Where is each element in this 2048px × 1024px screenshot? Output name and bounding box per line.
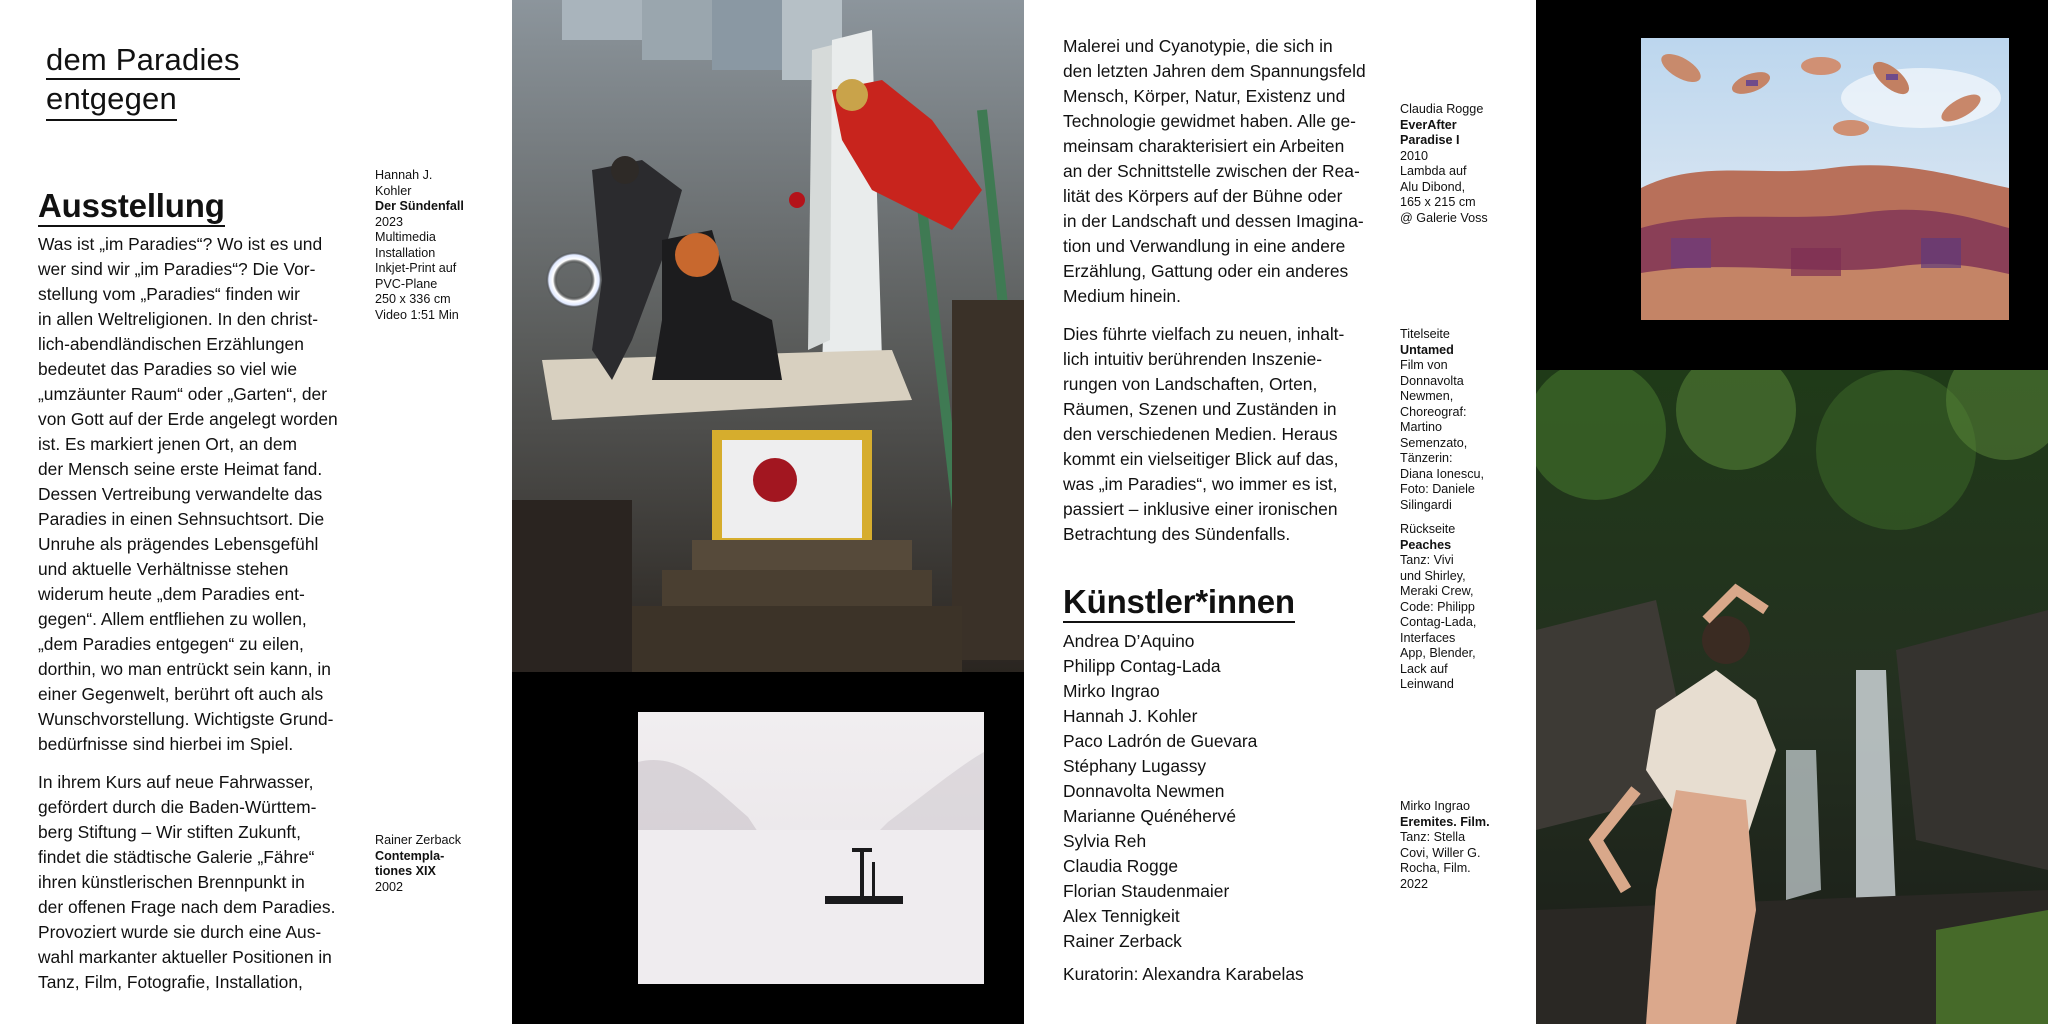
ausstellung-p1-line: Dessen Vertreibung verwandelte das bbox=[38, 484, 323, 504]
ausstellung-text bbox=[38, 232, 368, 1008]
caption-line: App, Blender, bbox=[1400, 646, 1476, 660]
caption-line: Mirko Ingrao bbox=[1400, 799, 1470, 813]
continuation-p1-line: lität des Körpers auf der Bühne oder bbox=[1063, 186, 1343, 206]
continuation-p2-line: passiert – inklusive einer ironischen bbox=[1063, 499, 1338, 519]
caption-line: Tanz: Stella bbox=[1400, 830, 1466, 844]
artist-name: Alex Tennigkeit bbox=[1063, 906, 1180, 926]
continuation-p2-line: rungen von Landschaften, Orten, bbox=[1063, 374, 1318, 394]
ausstellung-p1-line: bedürfnisse sind hierbei im Spiel. bbox=[38, 734, 294, 754]
caption-rogge bbox=[1400, 102, 1488, 226]
artist-name: Stéphany Lugassy bbox=[1063, 756, 1207, 776]
ausstellung-p1-line: Unruhe als prägendes Lebensgefühl bbox=[38, 534, 319, 554]
artist-name: Sylvia Reh bbox=[1063, 831, 1147, 851]
caption-line: Diana Ionescu, bbox=[1400, 466, 1485, 481]
ausstellung-p1-line: Paradies in einen Sehnsuchtsort. Die bbox=[38, 509, 325, 529]
caption-line: Lambda auf bbox=[1400, 164, 1467, 178]
caption-line: Rainer Zerback bbox=[375, 833, 462, 847]
artist-name: Philipp Contag-Lada bbox=[1063, 656, 1221, 676]
ausstellung-p1-line: stellung vom „Paradies“ finden wir bbox=[38, 284, 300, 304]
ausstellung-p1-line: der Mensch seine erste Heimat fand. bbox=[38, 459, 323, 479]
photo-contemplationes-lake bbox=[638, 712, 984, 984]
continuation-p1-line: meinsam charakterisiert ein Arbeiten bbox=[1063, 136, 1345, 156]
continuation-p1-line: Erzählung, Gattung oder ein anderes bbox=[1063, 261, 1349, 281]
title-line-1: dem Paradies bbox=[46, 42, 240, 80]
caption-line: Multimedia bbox=[375, 230, 436, 244]
caption-line: 2010 bbox=[1400, 148, 1429, 163]
caption-title-line: Paradise I bbox=[1400, 133, 1460, 147]
caption-line: Film von bbox=[1400, 358, 1448, 372]
caption-line: Hannah J. bbox=[375, 168, 433, 182]
artist-name: Marianne Quénéhervé bbox=[1063, 806, 1237, 826]
ausstellung-p1-line: ist. Es markiert jenen Ort, an dem bbox=[38, 434, 298, 454]
caption-rueckseite bbox=[1400, 522, 1476, 693]
continuation-p2-line: den verschiedenen Medien. Heraus bbox=[1063, 424, 1338, 444]
caption-line: Donnavolta bbox=[1400, 373, 1464, 388]
caption-line: @ Galerie Voss bbox=[1400, 210, 1488, 225]
continuation-p2-line: was „im Paradies“, wo immer es ist, bbox=[1063, 474, 1338, 494]
ausstellung-p1-line: in allen Weltreligionen. In den christ- bbox=[38, 309, 319, 329]
continuation-p2-line: Räumen, Szenen und Zuständen in bbox=[1063, 399, 1337, 419]
caption-line: 165 x 215 cm bbox=[1400, 195, 1476, 209]
ausstellung-p1-line: Was ist „im Paradies“? Wo ist es und bbox=[38, 234, 323, 254]
caption-ingrao bbox=[1400, 799, 1490, 892]
caption-titelseite bbox=[1400, 327, 1484, 513]
caption-kohler bbox=[375, 168, 464, 323]
caption-title-line: Der Sündenfall bbox=[375, 199, 464, 213]
caption-title-line: EverAfter bbox=[1400, 117, 1457, 132]
page-3 bbox=[1024, 0, 1536, 1024]
continuation-p2-line: Betrachtung des Sündenfalls. bbox=[1063, 524, 1291, 544]
title-line-2: entgegen bbox=[46, 79, 177, 121]
artist-list bbox=[1063, 629, 1257, 954]
continuation-p2-line: kommt ein vielseitiger Blick auf das, bbox=[1063, 449, 1339, 469]
artist-name: Mirko Ingrao bbox=[1063, 681, 1160, 701]
heading-kuenstler: Künstler*innen bbox=[1063, 584, 1295, 623]
caption-line: Newmen, bbox=[1400, 389, 1454, 403]
caption-line: 2023 bbox=[375, 214, 404, 229]
caption-line: Foto: Daniele bbox=[1400, 482, 1475, 496]
caption-line: Video 1:51 Min bbox=[375, 307, 459, 322]
ausstellung-p2-line: Provoziert wurde sie durch eine Aus- bbox=[38, 922, 322, 942]
artist-name: Claudia Rogge bbox=[1063, 856, 1179, 876]
artist-name: Donnavolta Newmen bbox=[1063, 781, 1225, 801]
artist-name: Andrea D’Aquino bbox=[1063, 631, 1195, 651]
ausstellung-p2-line: findet die städtische Galerie „Fähre“ bbox=[38, 847, 315, 867]
artist-name: Florian Staudenmaier bbox=[1063, 881, 1230, 901]
caption-line: 250 x 336 cm bbox=[375, 292, 451, 306]
caption-line: Claudia Rogge bbox=[1400, 102, 1484, 116]
heading-ausstellung: Ausstellung bbox=[38, 188, 225, 227]
continuation-p1-line: Malerei und Cyanotypie, die sich in bbox=[1063, 36, 1333, 56]
caption-line: Leinwand bbox=[1400, 677, 1454, 691]
caption-line: Silingardi bbox=[1400, 497, 1452, 512]
brochure-title bbox=[46, 40, 240, 121]
caption-title-line: Peaches bbox=[1400, 537, 1452, 552]
caption-line: Tänzerin: bbox=[1400, 451, 1453, 465]
ausstellung-p2-line: gefördert durch die Baden-Württem- bbox=[38, 797, 317, 817]
ausstellung-p1-line: wer sind wir „im Paradies“? Die Vor- bbox=[38, 259, 316, 279]
caption-line: 2002 bbox=[375, 879, 404, 894]
curator: Kuratorin: Alexandra Karabelas bbox=[1063, 964, 1304, 984]
ausstellung-p2-line: ihren künstlerischen Brennpunkt in bbox=[38, 872, 305, 892]
ausstellung-p1-line: widerum heute „dem Paradies ent- bbox=[38, 584, 305, 604]
artist-name: Hannah J. Kohler bbox=[1063, 706, 1198, 726]
continuation-p1-line: Medium hinein. bbox=[1063, 286, 1181, 306]
ausstellung-p1-line: lich-abendländischen Erzählungen bbox=[38, 334, 304, 354]
continuation-p2-line: lich intuitiv berührenden Inszenie- bbox=[1063, 349, 1323, 369]
caption-zerback bbox=[375, 833, 461, 895]
caption-line: Covi, Willer G. bbox=[1400, 845, 1481, 860]
ausstellung-p1-line: einer Gegenwelt, berührt oft auch als bbox=[38, 684, 324, 704]
continuation-p1-line: Technologie gewidmet haben. Alle ge- bbox=[1063, 111, 1356, 131]
continuation-p1-line: in der Landschaft und dessen Imagina- bbox=[1063, 211, 1364, 231]
ausstellung-p1-line: von Gott auf der Erde angelegt worden bbox=[38, 409, 338, 429]
ausstellung-p1-line: und aktuelle Verhältnisse stehen bbox=[38, 559, 289, 579]
continuation-p2-line: Dies führte vielfach zu neuen, inhalt- bbox=[1063, 324, 1345, 344]
ausstellung-p1-line: Wunschvorstellung. Wichtigste Grund- bbox=[38, 709, 334, 729]
caption-title-line: Eremites. Film. bbox=[1400, 814, 1490, 829]
caption-line: Alu Dibond, bbox=[1400, 179, 1466, 194]
ausstellung-p1-line: bedeutet das Paradies so viel wie bbox=[38, 359, 298, 379]
caption-line: Inkjet-Print auf bbox=[375, 261, 457, 275]
ausstellung-paragraph-1 bbox=[38, 232, 368, 757]
ausstellung-p2-line: berg Stiftung – Wir stiften Zukunft, bbox=[38, 822, 301, 842]
page-1 bbox=[0, 0, 512, 1024]
ausstellung-p2-line: der offenen Frage nach dem Paradies. bbox=[38, 897, 336, 917]
caption-line: Code: Philipp bbox=[1400, 599, 1475, 614]
continuation-p1-line: an der Schnittstelle zwischen der Rea- bbox=[1063, 161, 1360, 181]
caption-line: Contag-Lada, bbox=[1400, 615, 1477, 629]
continuation-p1-line: den letzten Jahren dem Spannungsfeld bbox=[1063, 61, 1366, 81]
ausstellung-p1-line: „umzäunter Raum“ oder „Garten“, der bbox=[38, 384, 327, 404]
caption-line: Lack auf bbox=[1400, 661, 1448, 676]
ausstellung-paragraph-2 bbox=[38, 770, 368, 995]
artist-name: Paco Ladrón de Guevara bbox=[1063, 731, 1258, 751]
photo-everafter-paradise bbox=[1641, 38, 2009, 320]
caption-line: Titelseite bbox=[1400, 327, 1450, 341]
caption-line: Rocha, Film. bbox=[1400, 861, 1471, 875]
ausstellung-p1-line: „dem Paradies entgegen“ zu eilen, bbox=[38, 634, 304, 654]
caption-title-line: tiones XIX bbox=[375, 864, 436, 878]
caption-line: Choreograf: bbox=[1400, 404, 1467, 419]
page-4 bbox=[1536, 0, 2048, 1024]
continuation-paragraph-2 bbox=[1063, 322, 1393, 547]
ausstellung-p2-line: Tanz, Film, Fotografie, Installation, bbox=[38, 972, 303, 992]
continuation-paragraph-1 bbox=[1063, 34, 1393, 309]
caption-line: Tanz: Vivi bbox=[1400, 553, 1454, 567]
caption-title-line: Contempla- bbox=[375, 848, 445, 863]
caption-line: Rückseite bbox=[1400, 522, 1456, 536]
ausstellung-p1-line: dorthin, wo man entrückt sein kann, in bbox=[38, 659, 331, 679]
ausstellung-p2-line: In ihrem Kurs auf neue Fahrwasser, bbox=[38, 772, 314, 792]
page-2 bbox=[512, 0, 1024, 1024]
artist-name: Rainer Zerback bbox=[1063, 931, 1182, 951]
caption-line: Martino bbox=[1400, 420, 1442, 434]
ausstellung-p2-line: wahl markanter aktueller Positionen in bbox=[38, 947, 332, 967]
caption-line: Interfaces bbox=[1400, 630, 1456, 645]
caption-line: 2022 bbox=[1400, 876, 1429, 891]
photo-suendenfall-installation bbox=[512, 0, 1024, 672]
caption-line: Semenzato, bbox=[1400, 435, 1468, 450]
caption-line: PVC-Plane bbox=[375, 276, 438, 291]
caption-line: Kohler bbox=[375, 183, 412, 198]
caption-title-line: Untamed bbox=[1400, 342, 1454, 357]
continuation-p1-line: Mensch, Körper, Natur, Existenz und bbox=[1063, 86, 1346, 106]
continuation-text bbox=[1063, 34, 1393, 560]
ausstellung-p1-line: gegen“. Allem entfliehen zu wollen, bbox=[38, 609, 307, 629]
caption-line: Meraki Crew, bbox=[1400, 584, 1474, 598]
caption-line: Installation bbox=[375, 245, 436, 260]
photo-untamed-dancers bbox=[1536, 370, 2048, 1024]
continuation-p1-line: tion und Verwandlung in eine andere bbox=[1063, 236, 1346, 256]
caption-line: und Shirley, bbox=[1400, 568, 1466, 583]
